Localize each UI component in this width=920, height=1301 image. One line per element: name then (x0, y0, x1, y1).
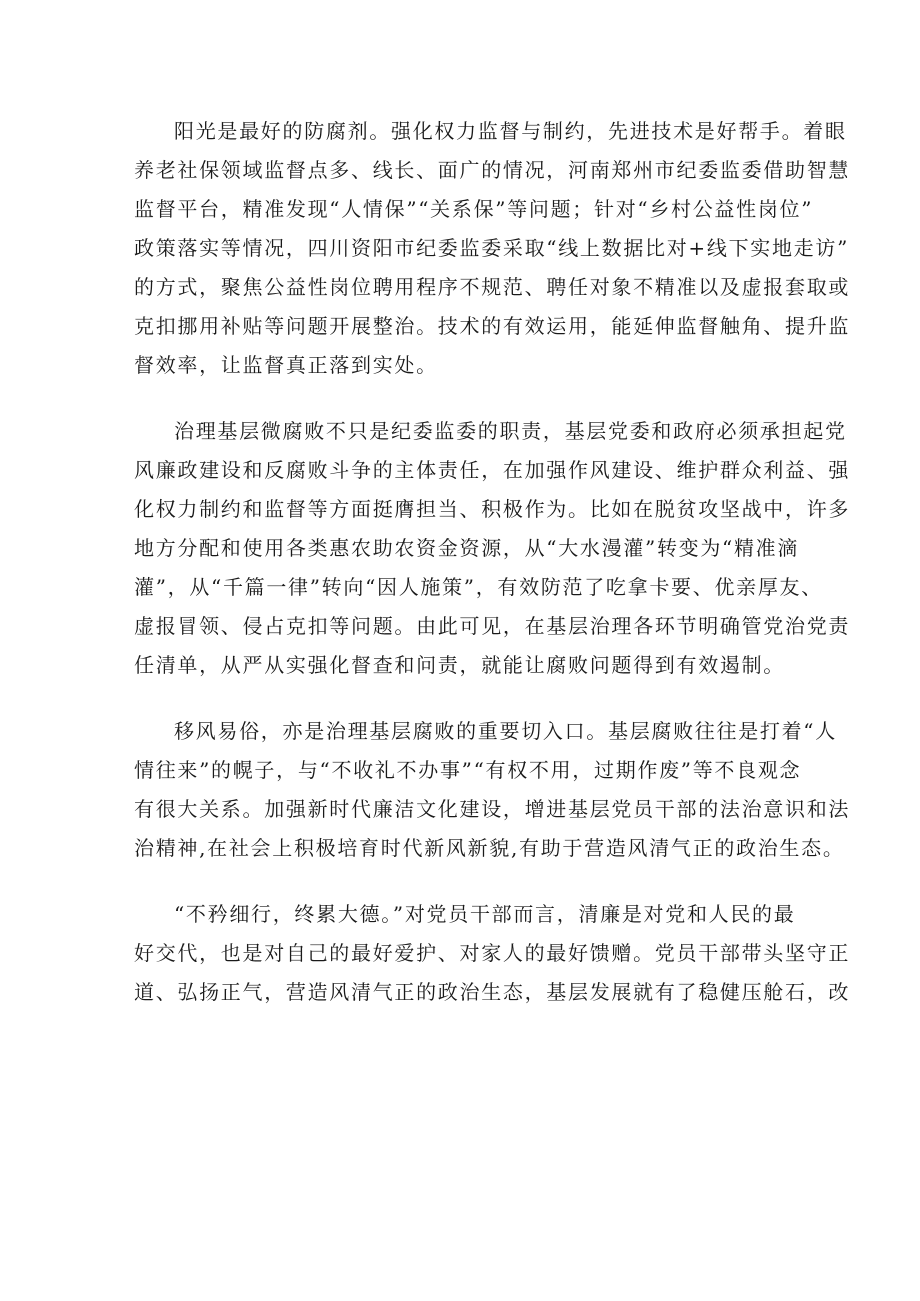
text-line: 任清单，从严从实强化督查和问责，就能让腐败问题得到有效遏制。 (134, 653, 785, 677)
text-line: 政策落实等情况，四川资阳市纪委监委采取“线上数据比对+线下实地走访” (134, 236, 850, 260)
paragraph-4 (134, 895, 851, 1012)
text-line: 地方分配和使用各类惠农助农资金资源，从“大水漫灌”转变为“精准滴 (134, 536, 800, 560)
text-line: 灌”，从“千篇一律”转向“因人施策”，有效防范了吃拿卡要、优亲厚友、 (134, 575, 823, 599)
text-line: 风廉政建设和反腐败斗争的主体责任，在加强作风建设、维护群众利益、强 (134, 458, 851, 482)
text-line: 阳光是最好的防腐剂。强化权力监督与制约，先进技术是好帮手。着眼 (174, 119, 847, 143)
text-line: 道、弘扬正气，营造风清气正的政治生态，基层发展就有了稳健压舱石，改 (134, 980, 851, 1004)
paragraph-3 (134, 712, 851, 868)
text-line: 养老社保领域监督点多、线长、面广的情况，河南郑州市纪委监委借助智慧 (134, 158, 851, 182)
text-line: 移风易俗，亦是治理基层腐败的重要切入口。基层腐败往往是打着“人 (174, 719, 837, 743)
text-line: 情往来”的幌子，与“不收礼不办事”“有权不用，过期作废”等不良观念 (134, 758, 802, 782)
text-line: 有很大关系。加强新时代廉洁文化建设，增进基层党员干部的法治意识和法 (134, 797, 851, 821)
text-line: “不矜细行，终累大德。”对党员干部而言，清廉是对党和人民的最 (174, 902, 796, 926)
text-line: 好交代，也是对自己的最好爱护、对家人的最好馈赠。党员干部带头坚守正 (134, 941, 851, 965)
text-line: 治精神,在社会上积极培育时代新风新貌,有助于营造风清气正的政治生态。 (134, 836, 845, 860)
text-line: 监督平台，精准发现“人情保”“关系保”等问题；针对“乡村公益性岗位” (134, 197, 814, 221)
text-line: 治理基层微腐败不只是纪委监委的职责，基层党委和政府必须承担起党 (174, 419, 847, 443)
text-line: 化权力制约和监督等方面挺膺担当、积极作为。比如在脱贫攻坚战中，许多 (134, 497, 851, 521)
document-body (134, 112, 851, 1039)
text-line: 虚报冒领、侵占克扣等问题。由此可见，在基层治理各环节明确管党治党责 (134, 614, 851, 638)
paragraph-1 (134, 112, 851, 385)
text-line: 克扣挪用补贴等问题开展整治。技术的有效运用，能延伸监督触角、提升监 (134, 314, 851, 338)
text-line: 的方式，聚焦公益性岗位聘用程序不规范、聘任对象不精准以及虚报套取或 (134, 275, 851, 299)
text-line: 督效率，让监督真正落到实处。 (134, 353, 438, 377)
paragraph-2 (134, 412, 851, 685)
